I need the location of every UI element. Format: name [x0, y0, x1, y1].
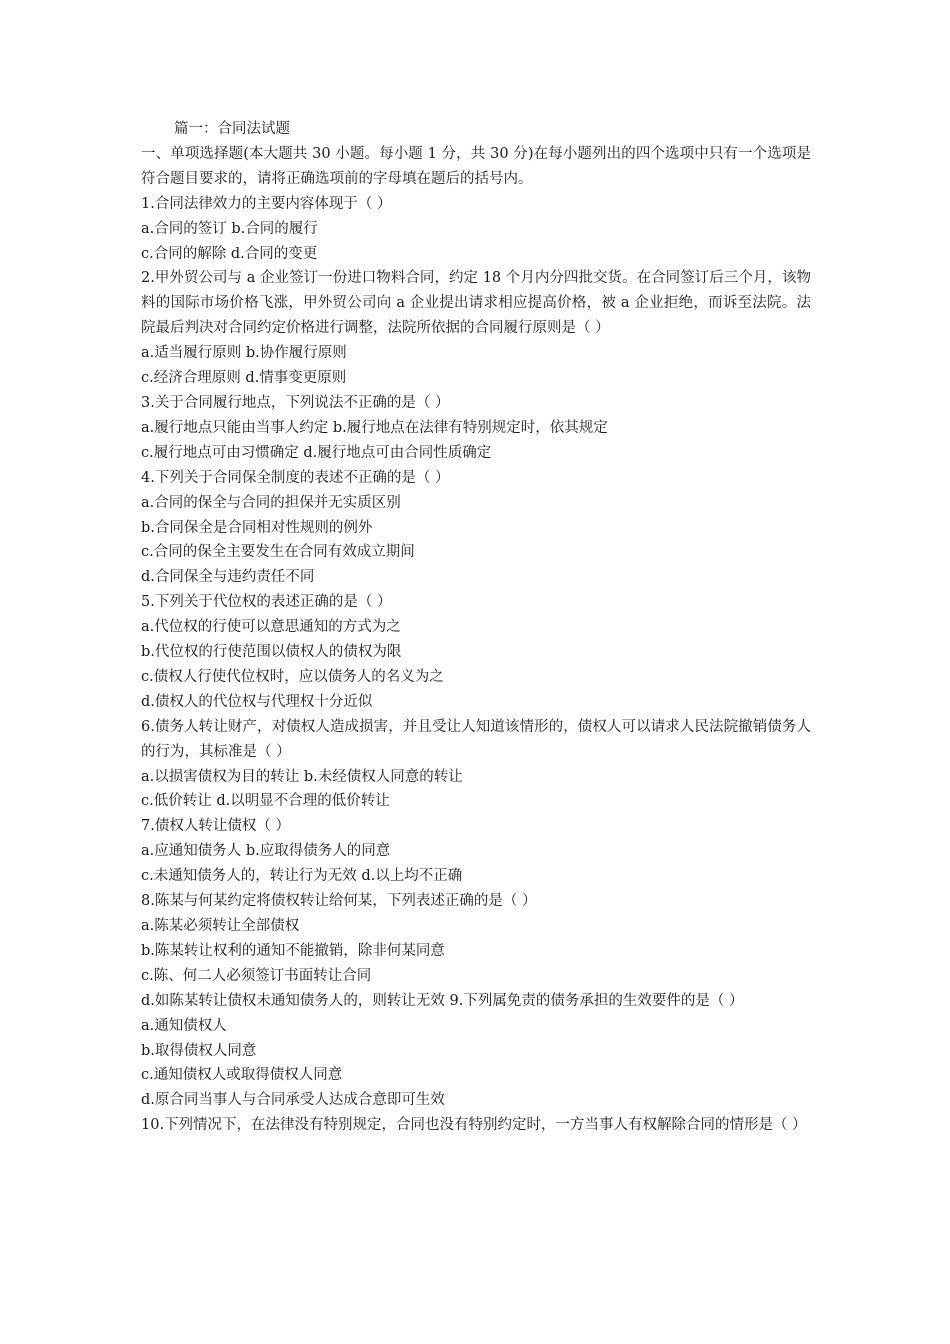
text-line: b.代位权的行使范围以债权人的债权为限 — [141, 644, 402, 661]
text-line: 5.下列关于代位权的表述正确的是（ ） — [141, 594, 392, 611]
text-line: a.履行地点只能由当事人约定 b.履行地点在法律有特别规定时，依其规定 — [141, 419, 608, 436]
text-line: 一、单项选择题(本大题共 30 小题。每小题 1 分，共 30 分)在每小题列出的四个选项中只有一个选项是符合题目要求的，请将正确选项前的字母填在题后的括号内。 — [141, 145, 811, 187]
document-title: 篇一：合同法试题 — [174, 121, 290, 137]
text-line: 10.下列情况下，在法律没有特别规定，合同也没有特别约定时，一方当事人有权解除合同的情形是（ ） — [141, 1117, 807, 1134]
text-line: a.合同的签订 b.合同的履行 — [141, 220, 318, 237]
document-page — [141, 117, 811, 1138]
text-line: c.低价转让 d.以明显不合理的低价转让 — [141, 793, 390, 810]
text-line: d.原合同当事人与合同承受人达成合意即可生效 — [141, 1092, 445, 1109]
text-line: c.合同的解除 d.合同的变更 — [141, 245, 318, 262]
text-line: d.如陈某转让债权未通知债务人的，则转让无效 9.下列属免责的债务承担的生效要件的是（ ） — [141, 992, 744, 1009]
text-line: a.应通知债务人 b.应取得债务人的同意 — [141, 843, 391, 860]
text-line: a.适当履行原则 b.协作履行原则 — [141, 345, 347, 362]
text-line: c.合同的保全主要发生在合同有效成立期间 — [141, 544, 415, 561]
text-line: a.陈某必须转让全部债权 — [141, 918, 300, 934]
text-line: c.债权人行使代位权时，应以债务人的名义为之 — [141, 668, 444, 685]
text-line: d.债权人的代位权与代理权十分近似 — [141, 693, 373, 710]
text-line: c.经济合理原则 d.情事变更原则 — [141, 370, 347, 387]
text-line: 7.债权人转让债权（ ） — [141, 818, 290, 835]
text-line: b.合同保全是合同相对性规则的例外 — [141, 519, 373, 536]
text-line: b.取得债权人同意 — [141, 1042, 257, 1059]
text-line: a.合同的保全与合同的担保并无实质区别 — [141, 494, 401, 511]
text-line: 1.合同法律效力的主要内容体现于（ ） — [141, 195, 392, 212]
text-line: 6.债务人转让财产，对债权人造成损害，并且受让人知道该情形的，债权人可以请求人民法院撤销债务人的行为，其标准是（ ） — [141, 718, 811, 760]
text-line: d.合同保全与违约责任不同 — [141, 569, 315, 586]
text-line: b.陈某转让权利的通知不能撤销，除非何某同意 — [141, 942, 445, 959]
text-line: c.未通知债务人的，转让行为无效 d.以上均不正确 — [141, 868, 463, 885]
text-line: 4.下列关于合同保全制度的表述不正确的是（ ） — [141, 469, 450, 486]
text-line: c.陈、何二人必须签订书面转让合同 — [141, 967, 372, 984]
text-line: a.代位权的行使可以意思通知的方式为之 — [141, 619, 401, 636]
text-line: c.通知债权人或取得债权人同意 — [141, 1067, 343, 1084]
text-line: a.通知债权人 — [141, 1017, 227, 1034]
text-line: 2.甲外贸公司与 a 企业签订一份进口物料合同，约定 18 个月内分四批交货。在合同签订后三个月，该物料的国际市场价格飞涨，甲外贸公司向 a 企业提出请求相应提高价格，被 a 企业拒绝，而诉至法院。法院最后判决对合同约定价格进行调整，法院所依据的合同履行原则是（ ） — [141, 270, 811, 337]
text-line: a.以损害债权为目的转让 b.未经债权人同意的转让 — [141, 768, 463, 785]
text-line: 8.陈某与何某约定将债权转让给何某，下列表述正确的是（ ） — [141, 893, 537, 910]
text-line: 3.关于合同履行地点，下列说法不正确的是（ ） — [141, 394, 450, 411]
text-line: c.履行地点可由习惯确定 d.履行地点可由合同性质确定 — [141, 444, 492, 461]
